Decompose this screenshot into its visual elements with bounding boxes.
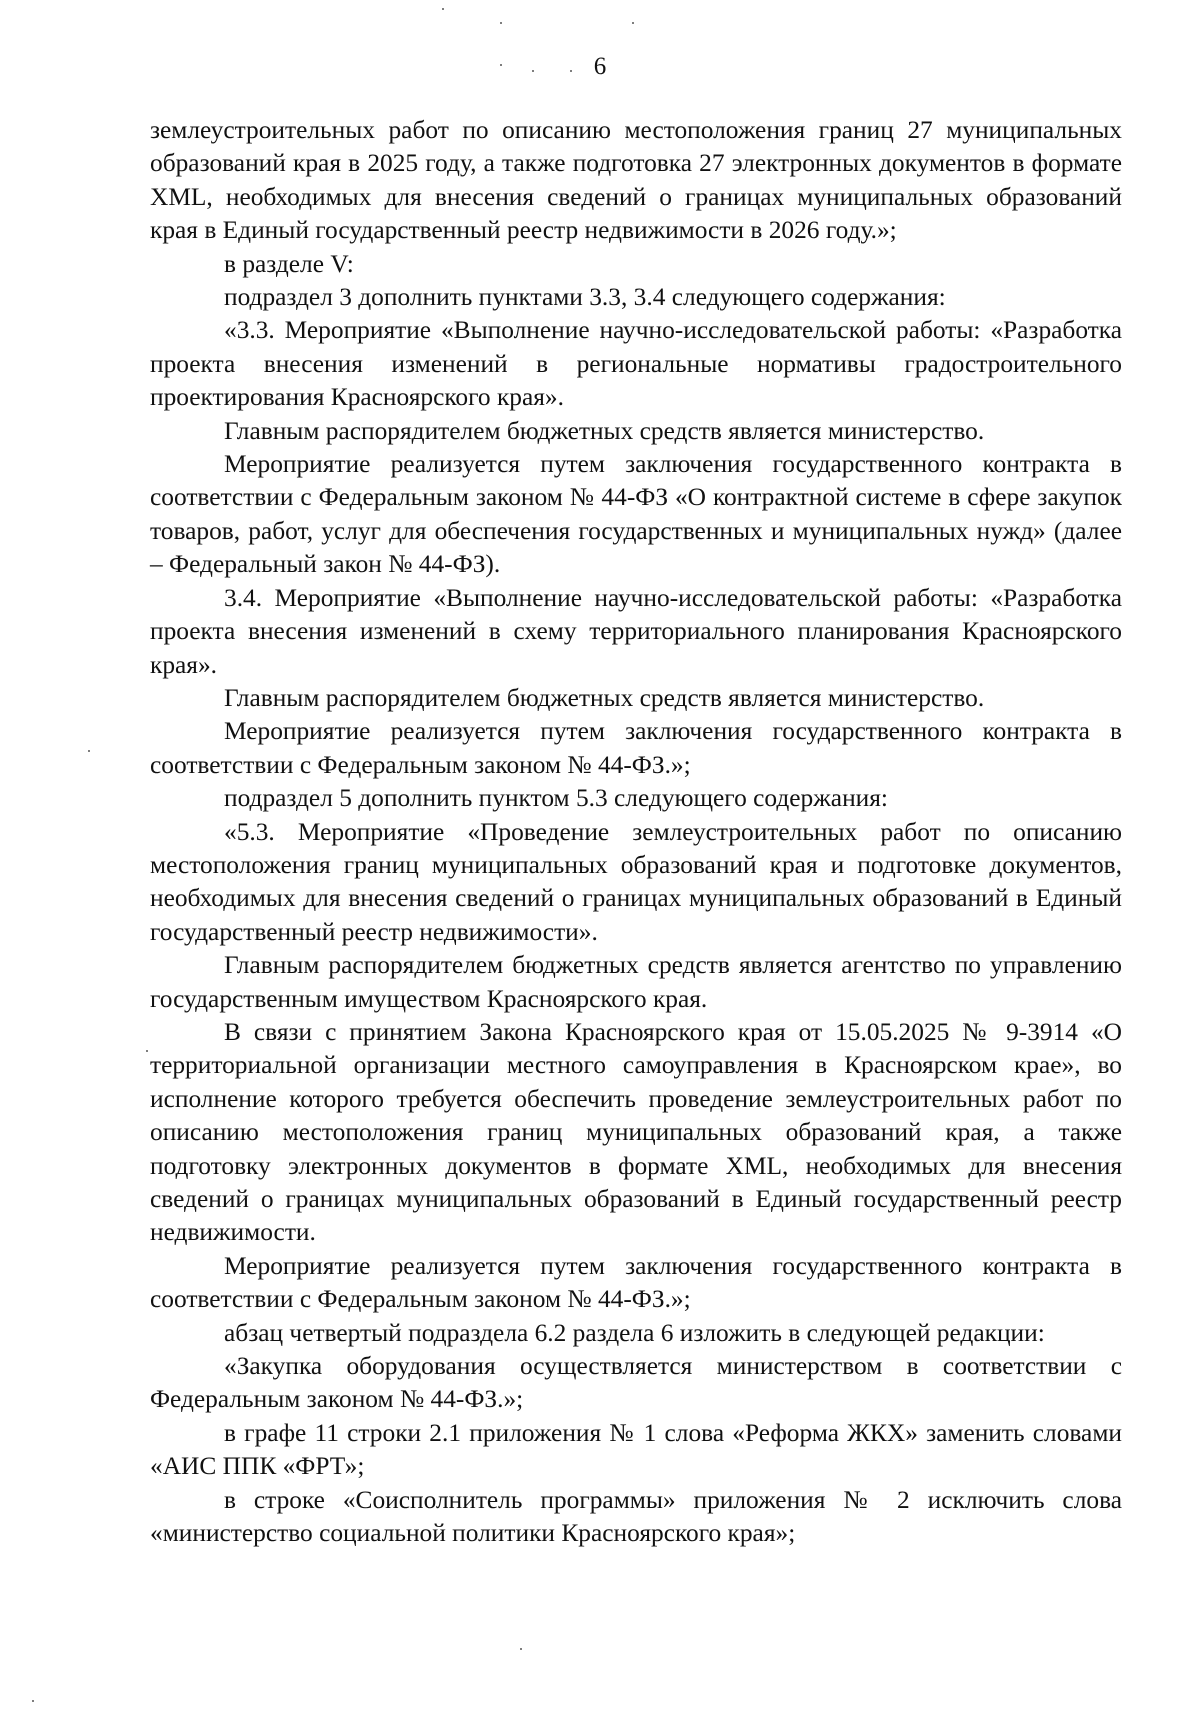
paragraph-7: 3.4. Мероприятие «Выполнение научно-исследовательской работы: «Разработка проекта внесения изменений в схему территориального планирования Красноярского края». xyxy=(150,583,1122,679)
paragraph-2: в разделе V: xyxy=(224,249,354,278)
scan-speck xyxy=(442,8,444,10)
paragraph-12: Главным распорядителем бюджетных средств является агентство по управлению государственным имуществом Красноярского края. xyxy=(150,951,1122,1013)
paragraph-1: землеустроительных работ по описанию местоположения границ 27 муниципальных образований края в 2025 году, а также подготовка 27 электронных документов в формате XML, необходимых для внесения сведений о границах муниципальных образований края в Единый государственный реестр недвижимости в 2026 году.»; xyxy=(150,116,1122,245)
scan-speck xyxy=(88,750,90,752)
scan-speck xyxy=(500,22,502,24)
scan-speck xyxy=(532,70,534,72)
scan-speck xyxy=(632,22,634,24)
paragraph-16: «Закупка оборудования осуществляется министерством в соответствии с Федеральным законом № 44-ФЗ.»; xyxy=(150,1352,1122,1414)
paragraph-17: в графе 11 строки 2.1 приложения № 1 слова «Реформа ЖКХ» заменить словами «АИС ППК «ФРТ»; xyxy=(150,1418,1122,1481)
paragraph-4: «3.3. Мероприятие «Выполнение научно-исследовательской работы: «Разработка проекта внесения изменений в региональные нормативы градостроительного проектирования Красноярского края». xyxy=(150,316,1122,412)
paragraph-18: в строке «Соисполнитель программы» приложения № 2 исключить слова «министерство социальной политики Красноярского края»; xyxy=(150,1485,1122,1548)
scan-speck xyxy=(146,1050,148,1052)
paragraph-8: Главным распорядителем бюджетных средств является министерство. xyxy=(224,683,985,712)
document-body xyxy=(150,114,1122,1550)
paragraph-11: «5.3. Мероприятие «Проведение землеустроительных работ по описанию местоположения границ муниципальных образований края и подготовке документов, необходимых для внесения сведений о границах муниципальных образований в Единый государственный реестр недвижимости». xyxy=(150,817,1122,946)
paragraph-13: В связи с принятием Закона Красноярского края от 15.05.2025 № 9-3914 «О территориальной организации местного самоуправления в Красноярском крае», во исполнение которого требуется обеспечить проведение землеустроительных работ по описанию местоположения границ муниципальных образований края, а также подготовку электронных документов в формате XML, необходимых для внесения сведений о границах муниципальных образований в Единый государственный реестр недвижимости. xyxy=(150,1017,1122,1247)
scan-speck xyxy=(32,1700,34,1702)
paragraph-3: подраздел 3 дополнить пунктами 3.3, 3.4 следующего содержания: xyxy=(224,283,946,312)
paragraph-10: подраздел 5 дополнить пунктом 5.3 следующего содержания: xyxy=(224,784,888,813)
paragraph-5: Главным распорядителем бюджетных средств является министерство. xyxy=(224,416,985,445)
paragraph-9: Мероприятие реализуется путем заключения государственного контракта в соответствии с Федеральным законом № 44-ФЗ.»; xyxy=(150,717,1122,779)
paragraph-6: Мероприятие реализуется путем заключения государственного контракта в соответствии с Федеральным законом № 44-ФЗ «О контрактной системе в сфере закупок товаров, работ, услуг для обеспечения государственных и муниципальных нужд» (далее – Федеральный закон № 44-ФЗ). xyxy=(150,450,1122,579)
scan-speck xyxy=(570,70,572,72)
paragraph-15: абзац четвертый подраздела 6.2 раздела 6 изложить в следующей редакции: xyxy=(224,1318,1045,1347)
scan-speck xyxy=(520,1648,522,1650)
paragraph-14: Мероприятие реализуется путем заключения государственного контракта в соответствии с Федеральным законом № 44-ФЗ.»; xyxy=(150,1251,1122,1314)
scan-speck xyxy=(500,64,502,66)
page-number: 6 xyxy=(593,53,607,80)
